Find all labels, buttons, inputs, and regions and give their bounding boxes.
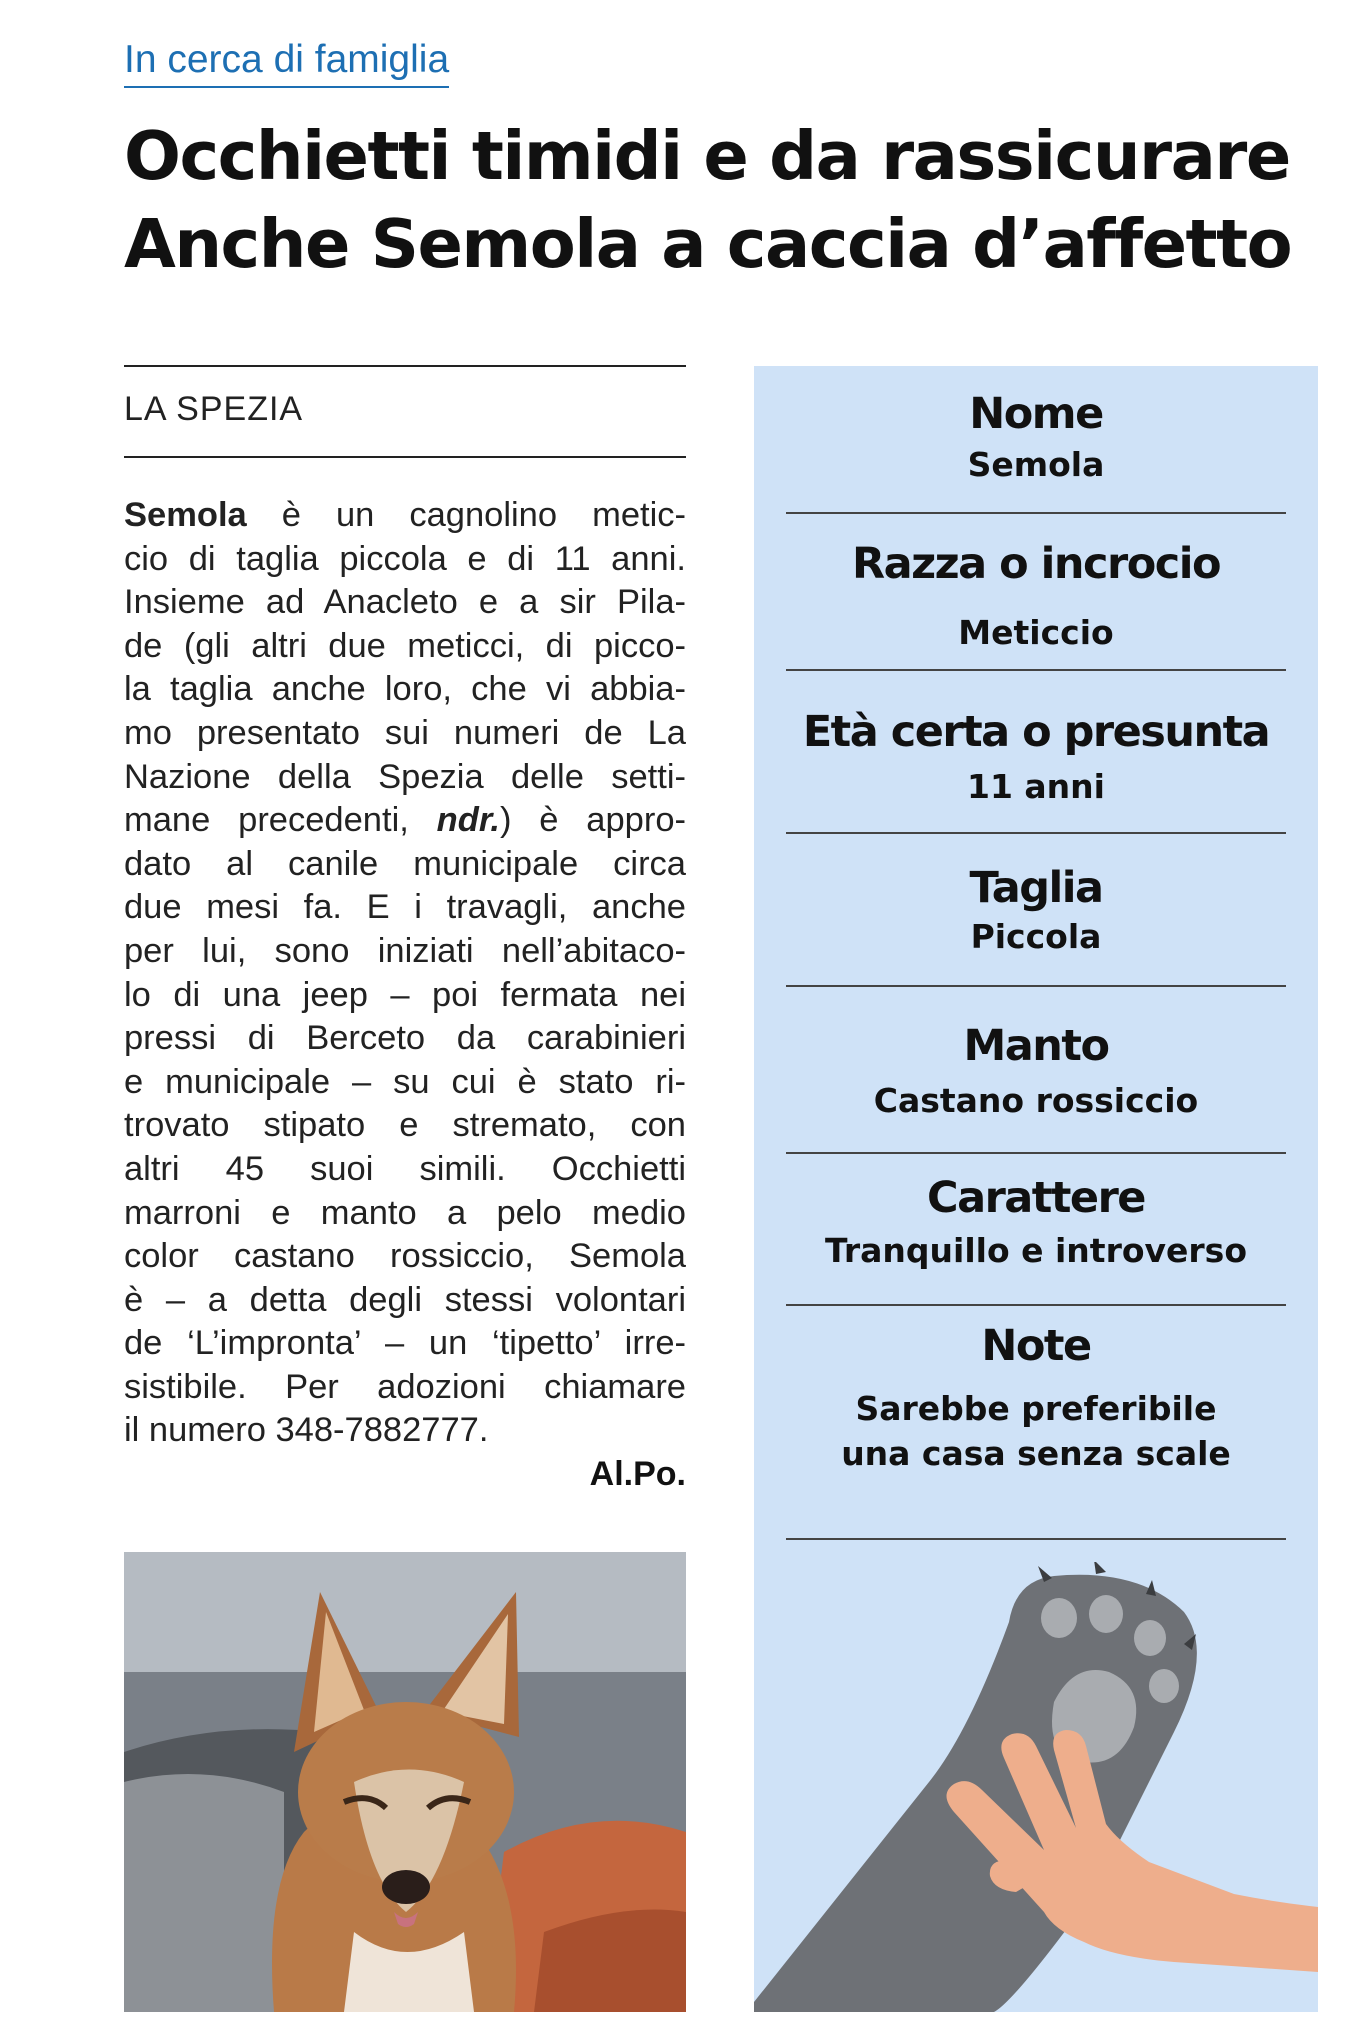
field-label: Nome bbox=[969, 389, 1103, 439]
body-line: color castano rossiccio, Semola bbox=[124, 1237, 686, 1276]
body-line: de ‘L’impronta’ – un ‘tipetto’ irre- bbox=[124, 1324, 686, 1363]
paw-toe-pad bbox=[1089, 1595, 1123, 1633]
body-line: e municipale – su cui è stato ri- bbox=[124, 1062, 686, 1101]
body-line: lo di una jeep – poi fermata nei bbox=[124, 975, 686, 1014]
dog-photo-illustration bbox=[124, 1552, 686, 2012]
paw-and-hand-illustration bbox=[754, 1562, 1318, 2012]
card-divider bbox=[786, 669, 1286, 671]
body-line: cio di taglia piccola e di 11 anni. bbox=[124, 539, 686, 578]
dateline-rule bbox=[124, 456, 686, 458]
editor-note: ndr. bbox=[436, 801, 500, 840]
headline bbox=[124, 112, 1324, 288]
paw-toe-pad bbox=[1149, 1669, 1179, 1703]
field-value: Tranquillo e introverso bbox=[824, 1231, 1247, 1270]
body-line: dato al canile municipale circa bbox=[124, 844, 686, 883]
body-line: marroni e manto a pelo medio bbox=[124, 1193, 686, 1232]
dateline: LA SPEZIA bbox=[124, 390, 304, 428]
field-label: Carattere bbox=[927, 1173, 1145, 1223]
body-line: mane precedenti, ndr.) è appro- bbox=[124, 801, 687, 840]
field-value: Meticcio bbox=[958, 613, 1114, 652]
dog-photo bbox=[124, 1552, 686, 2012]
article-body bbox=[124, 494, 686, 1453]
section-label: In cerca di famiglia bbox=[124, 36, 449, 88]
field-value: Sarebbe preferibile bbox=[855, 1389, 1217, 1428]
body-line: Nazione della Spezia delle setti- bbox=[124, 757, 686, 796]
headline-line-1: Occhietti timidi e da rassicurare bbox=[124, 117, 1290, 195]
paw-toe-pad bbox=[1134, 1620, 1166, 1656]
field-value: una casa senza scale bbox=[841, 1434, 1231, 1473]
body-line: sistibile. Per adozioni chiamare bbox=[124, 1367, 686, 1406]
card-divider bbox=[786, 985, 1286, 987]
top-rule bbox=[124, 365, 686, 367]
body-line: de (gli altri due meticci, di picco- bbox=[124, 626, 686, 665]
field-nome bbox=[754, 386, 1318, 487]
body-line: mo presentato sui numeri de La bbox=[124, 713, 686, 752]
card-divider bbox=[786, 512, 1286, 514]
card-divider bbox=[786, 832, 1286, 834]
paw-toe-pad bbox=[1041, 1598, 1077, 1638]
card-divider bbox=[786, 1152, 1286, 1154]
field-label: Età certa o presunta bbox=[802, 707, 1270, 757]
card-divider bbox=[786, 1304, 1286, 1306]
field-value: 11 anni bbox=[967, 767, 1105, 806]
body-line: Semola è un cagnolino metic- bbox=[124, 496, 686, 534]
field-taglia bbox=[754, 860, 1318, 959]
field-label: Manto bbox=[963, 1021, 1109, 1071]
headline-line-2: Anche Semola a caccia d’affetto bbox=[124, 205, 1292, 283]
field-label: Note bbox=[981, 1321, 1091, 1371]
byline: Al.Po. bbox=[589, 1455, 686, 1493]
adoption-card bbox=[754, 366, 1318, 2012]
card-divider bbox=[786, 1538, 1286, 1540]
body-line: altri 45 suoi simili. Occhietti bbox=[124, 1149, 686, 1188]
field-value: Semola bbox=[967, 445, 1105, 484]
field-value: Castano rossiccio bbox=[873, 1081, 1199, 1120]
field-value: Piccola bbox=[970, 917, 1102, 956]
field-razza bbox=[754, 536, 1318, 655]
body-line: pressi di Berceto da carabinieri bbox=[124, 1019, 686, 1058]
body-line: trovato stipato e stremato, con bbox=[124, 1106, 686, 1145]
field-carattere bbox=[754, 1170, 1318, 1273]
body-line: Insieme ad Anacleto e a sir Pila- bbox=[124, 583, 686, 622]
body-line: due mesi fa. E i travagli, anche bbox=[124, 888, 686, 927]
field-eta bbox=[754, 704, 1318, 809]
field-manto bbox=[754, 1018, 1318, 1123]
body-line: la taglia anche loro, che vi abbia- bbox=[124, 670, 686, 709]
field-note bbox=[754, 1318, 1318, 1476]
dog-name-lead: Semola bbox=[124, 496, 247, 534]
body-line: il numero 348-7882777. bbox=[124, 1411, 489, 1450]
field-label: Taglia bbox=[969, 863, 1103, 913]
field-label: Razza o incrocio bbox=[851, 539, 1221, 589]
body-line: per lui, sono iniziati nell’abitaco- bbox=[124, 931, 686, 970]
body-line: è – a detta degli stessi volontari bbox=[124, 1280, 686, 1319]
